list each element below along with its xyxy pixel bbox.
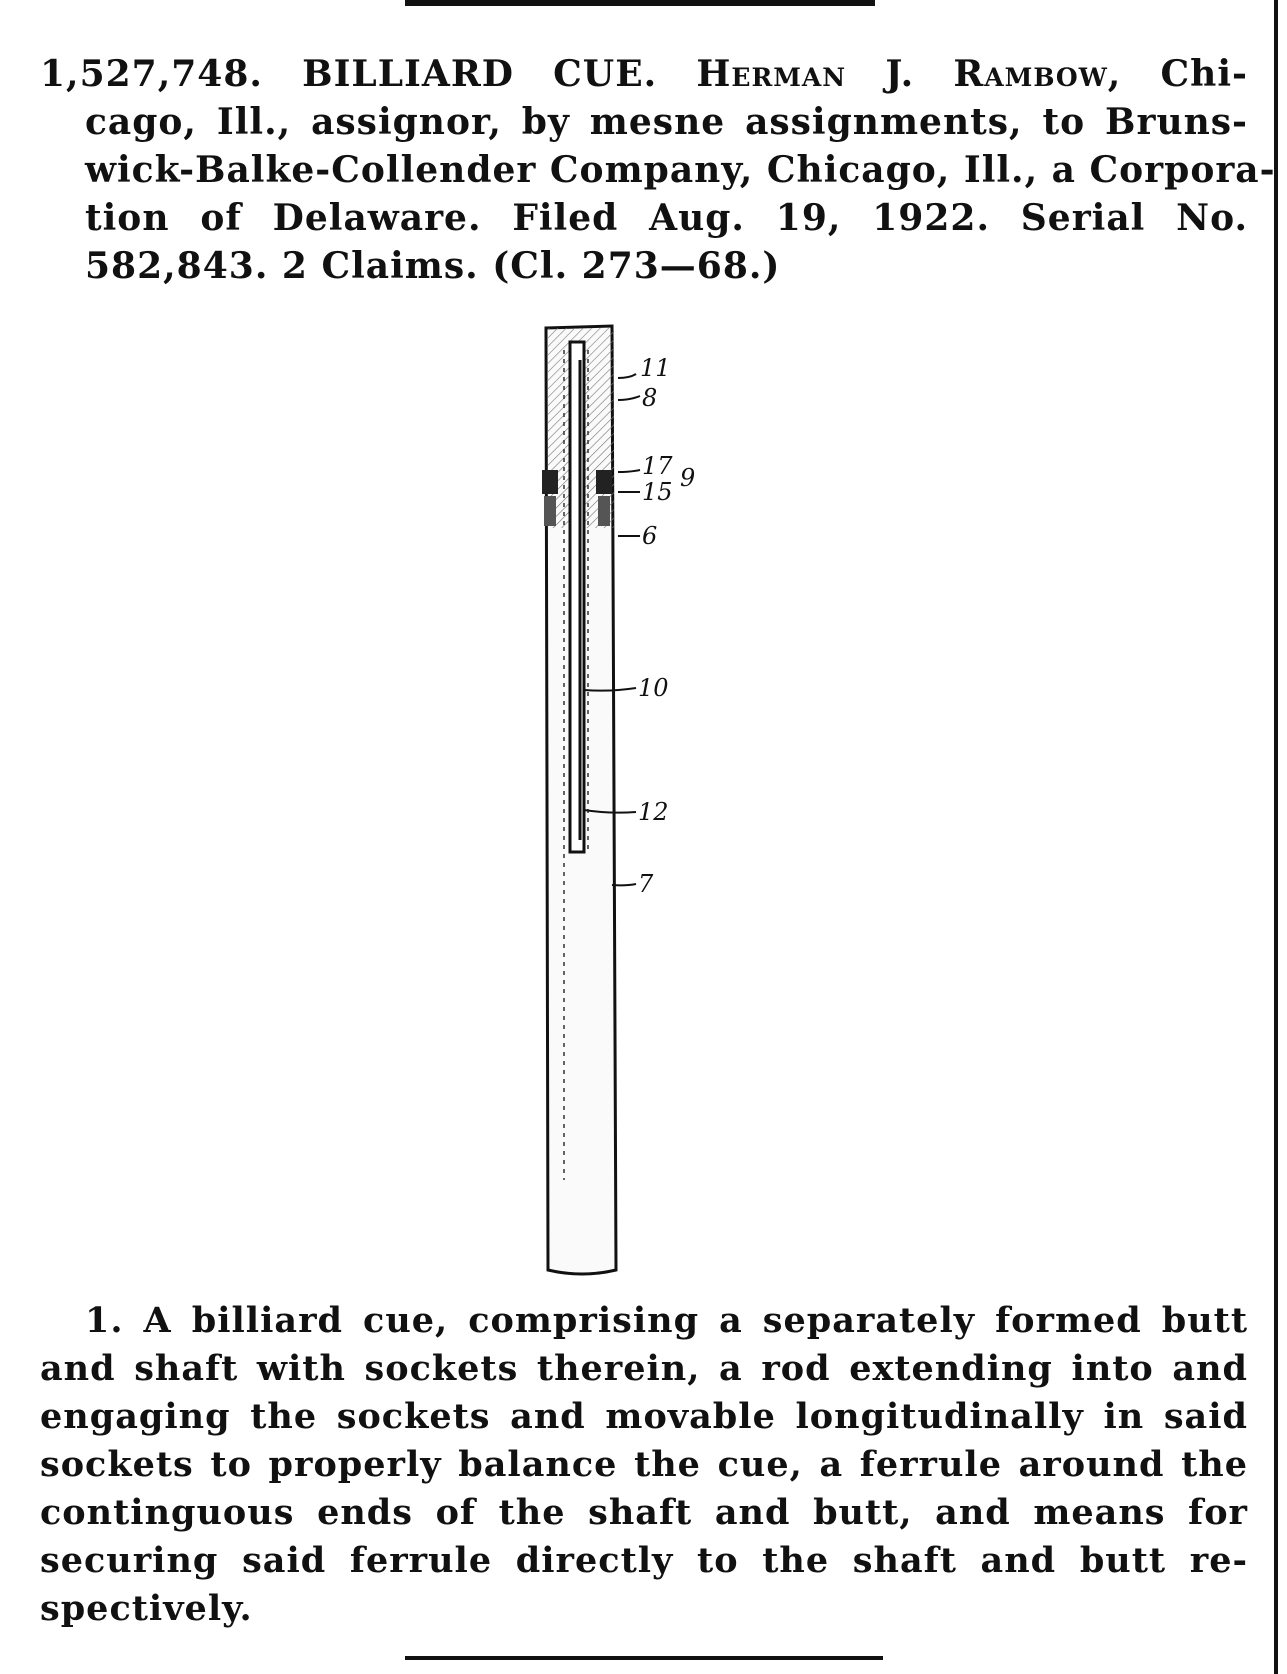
balance-rod xyxy=(570,342,584,852)
ferrule-right xyxy=(596,470,612,494)
ref-numeral-6: 6 xyxy=(642,522,658,550)
header-line-1-tail: Chi- xyxy=(1160,53,1248,95)
ref-numeral-8: 8 xyxy=(642,384,658,412)
ferrule-left xyxy=(542,470,558,494)
claim-line-7: spectively. xyxy=(40,1588,253,1629)
ferrule-right-lower xyxy=(598,496,610,526)
ref-numeral-9: 9 xyxy=(680,464,696,492)
header-line-5: 582,843. 2 Claims. (Cl. 273—68.) xyxy=(85,245,781,287)
ref-numeral-12: 12 xyxy=(638,798,669,826)
patent-title: BILLIARD CUE. xyxy=(302,53,658,95)
ref-numeral-17: 17 xyxy=(642,452,673,480)
column-rule xyxy=(1274,0,1278,1674)
ref-numeral-10: 10 xyxy=(638,674,669,702)
ref-numeral-15: 15 xyxy=(642,478,673,506)
header-line-4: tion of Delaware. Filed Aug. 19, 1922. Serial No. xyxy=(85,197,1248,239)
top-rule xyxy=(405,0,875,6)
ref-numeral-7: 7 xyxy=(638,870,654,898)
bottom-rule xyxy=(405,1656,883,1660)
claim-line-2: and shaft with sockets therein, a rod extending into and xyxy=(40,1348,1248,1389)
header-line-3: wick-Balke-Collender Company, Chicago, Ill., a Corpora- xyxy=(85,149,1276,191)
patent-drawing xyxy=(540,320,780,1280)
cue-drawing-svg xyxy=(540,320,780,1280)
header-line-2: cago, Ill., assignor, by mesne assignments, to Bruns- xyxy=(85,101,1248,143)
claim-text xyxy=(40,1297,1248,1633)
claim-line-5: continguous ends of the shaft and butt, and means for xyxy=(40,1492,1248,1533)
claim-line-4: sockets to properly balance the cue, a ferrule around the xyxy=(40,1444,1248,1485)
claim-line-3: engaging the sockets and movable longitudinally in said xyxy=(40,1396,1248,1437)
claim-line-1: 1. A billiard cue, comprising a separately formed butt xyxy=(85,1300,1248,1341)
patent-number: 1,527,748. xyxy=(40,53,263,95)
patent-header xyxy=(40,50,1276,290)
header-line-1 xyxy=(40,50,1248,98)
ferrule-left-lower xyxy=(544,496,556,526)
ref-numeral-11: 11 xyxy=(640,354,671,382)
inventor-name: Herman J. Rambow, xyxy=(696,53,1122,95)
claim-line-6: securing said ferrule directly to the shaft and butt re- xyxy=(40,1540,1248,1581)
